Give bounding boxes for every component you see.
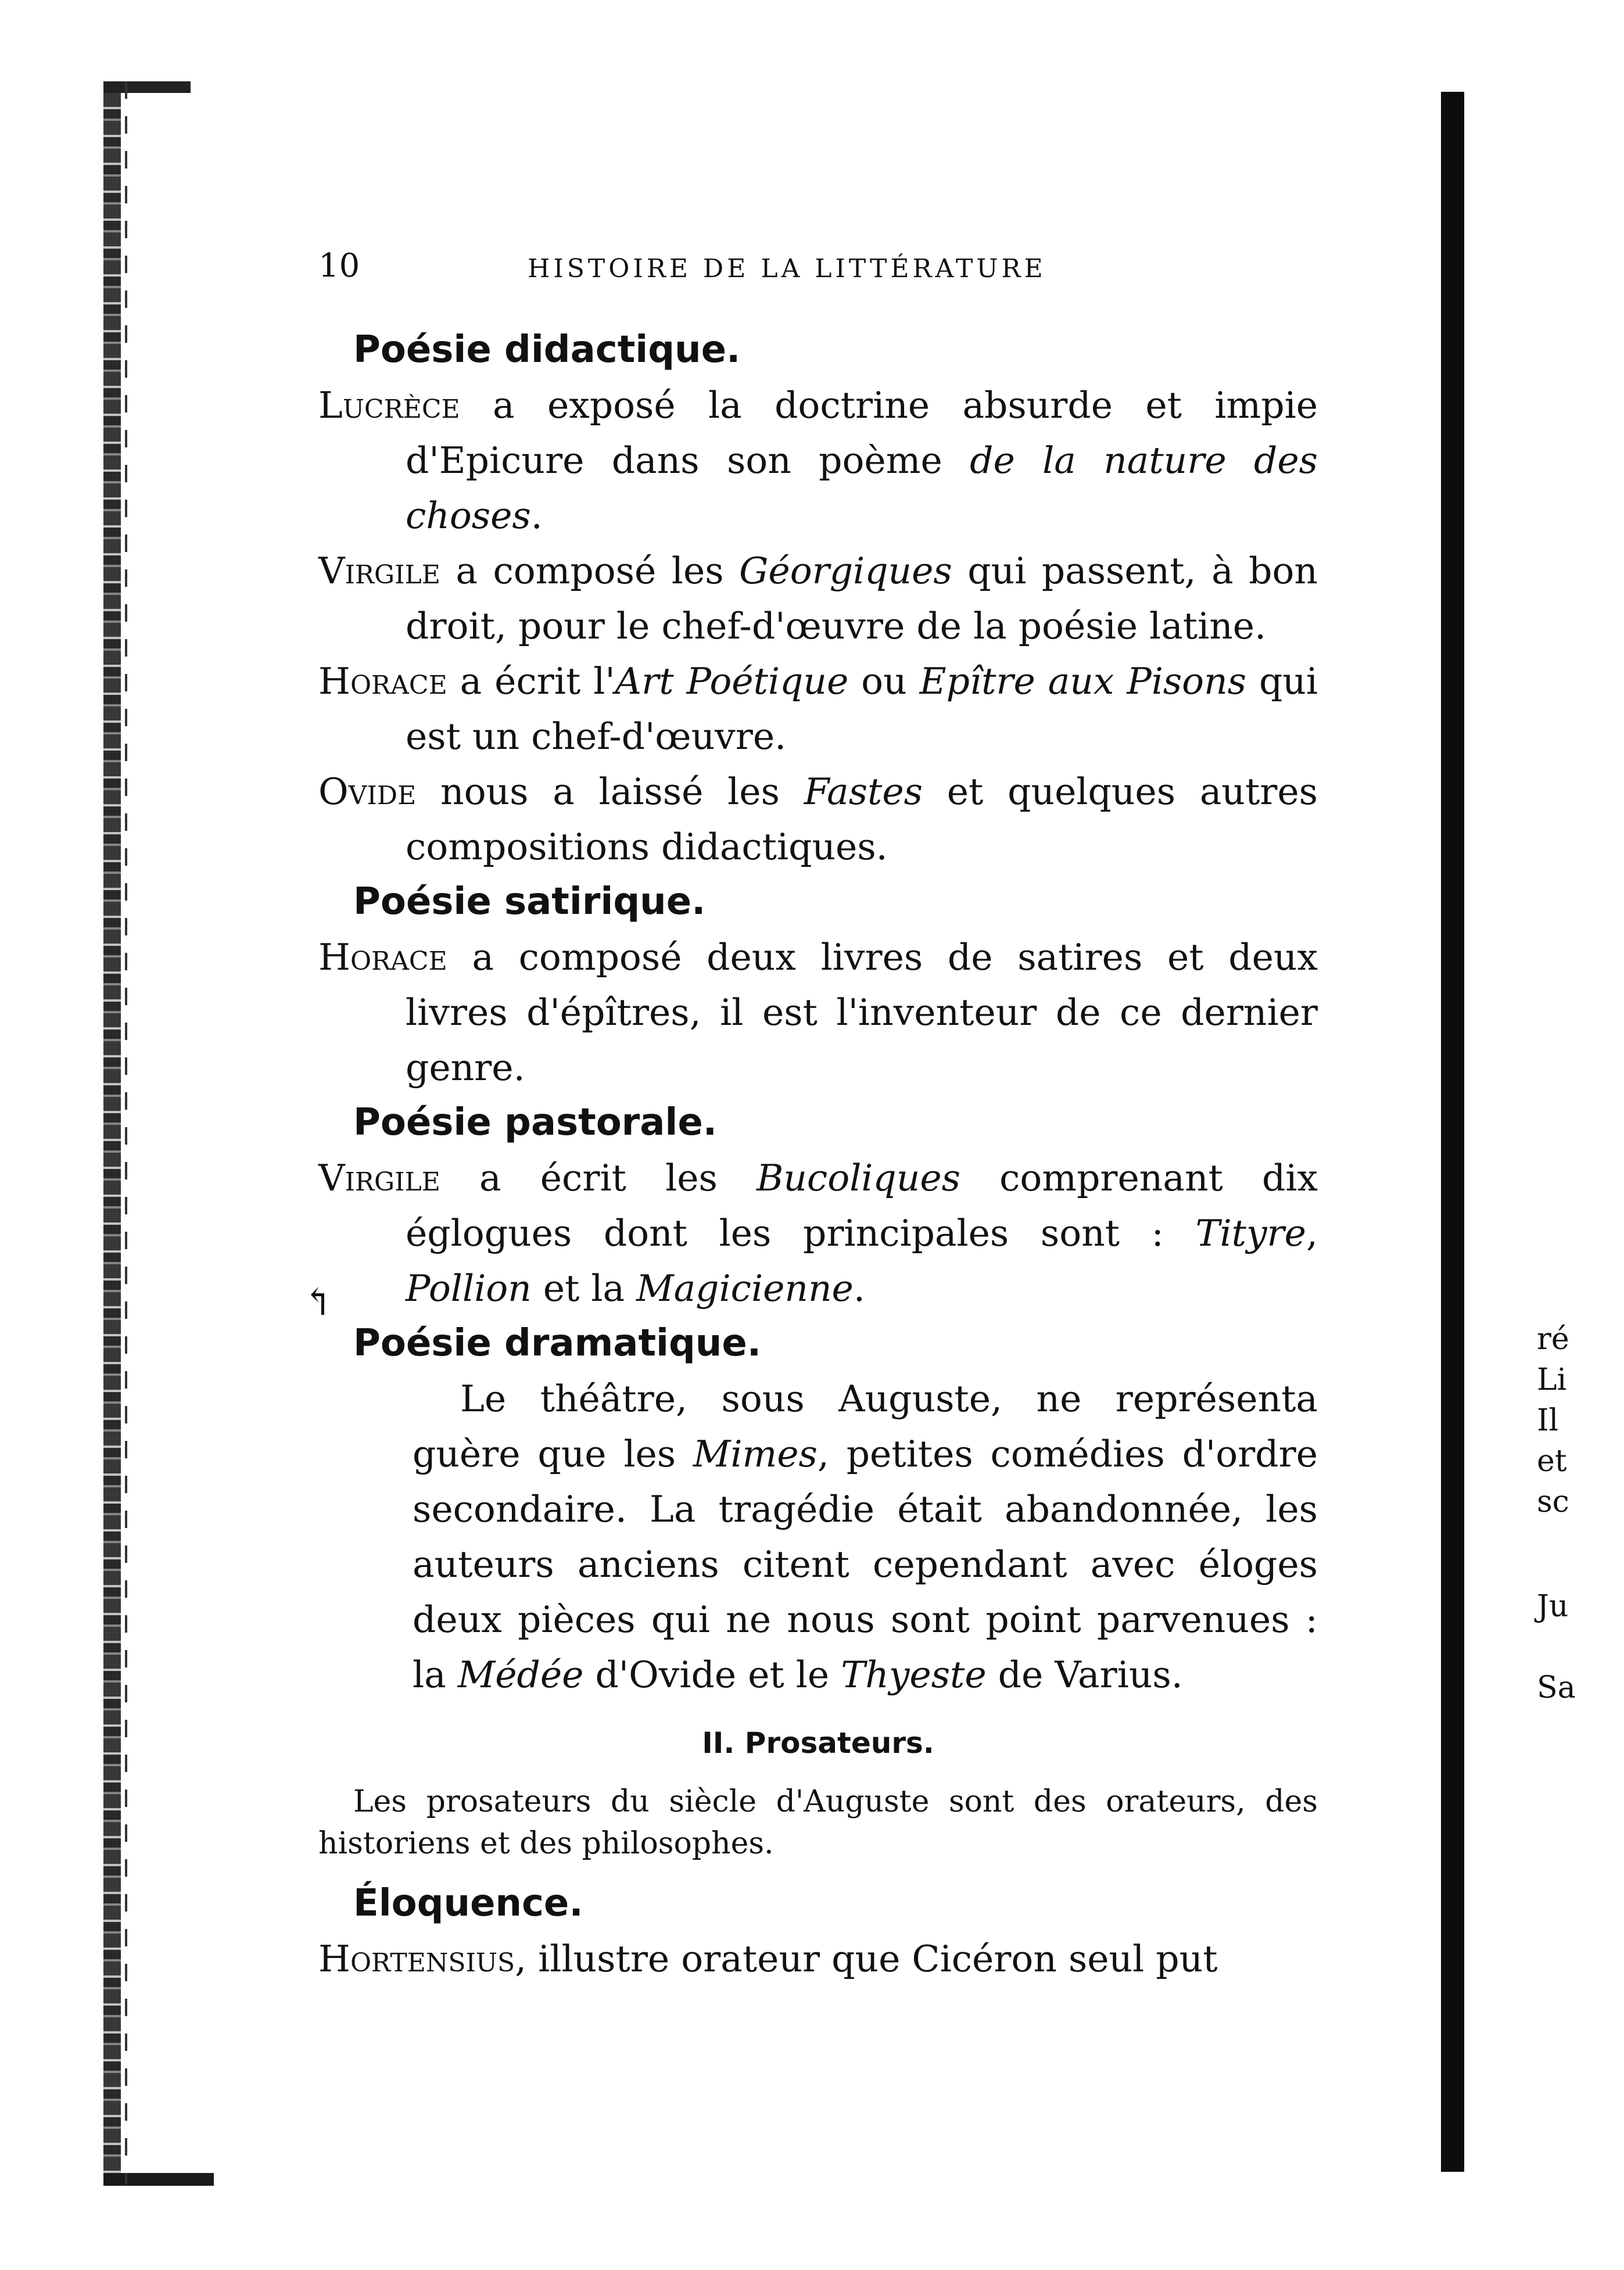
binding-edge-artifact-top (103, 81, 191, 93)
text: . (853, 1267, 865, 1310)
paragraph-horace-satires (318, 930, 1318, 1095)
heading-didactique: Poésie didactique. (353, 328, 741, 371)
facing-page-fragment: et (1537, 1444, 1567, 1479)
work-title: Bucoliques (757, 1157, 960, 1199)
heading-dramatique: Poésie dramatique. (353, 1322, 762, 1365)
text: nous a laissé les (416, 770, 804, 813)
facing-page-fragment: ré (1537, 1322, 1569, 1357)
text: a exposé la doctrine absurde et impie d'Epicure dans son poème (406, 384, 1318, 482)
facing-page-fragment: Ju (1537, 1589, 1569, 1624)
facing-page-fragment: Li (1537, 1362, 1567, 1397)
text: a écrit l' (447, 660, 615, 702)
work-title: Magicienne (636, 1267, 854, 1310)
page-number: 10 (318, 247, 360, 285)
text: comprenant dix églogues dont les principales sont : (406, 1157, 1318, 1254)
heading-pastorale: Poésie pastorale. (353, 1101, 718, 1144)
heading-satirique: Poésie satirique. (353, 880, 706, 923)
paragraph-theatre (318, 1371, 1318, 1702)
text: qui passent, à bon droit, pour le chef-d'œuvre de la poésie latine. (406, 550, 1318, 647)
work-title: Thyeste (841, 1654, 987, 1696)
work-title: Géorgiques (739, 550, 952, 592)
page-body (318, 322, 1318, 1986)
running-header (318, 247, 1434, 288)
author-name: Horace (318, 660, 447, 702)
text: , petites comédies d'ordre secondaire. La tragédie était abandonnée, les auteurs anciens citent cependant avec éloges deux pièces qui ne nous sont point parvenues : la (413, 1433, 1318, 1696)
facing-page-fragment: sc (1537, 1484, 1569, 1519)
text: a écrit les (440, 1157, 757, 1199)
work-title: Fastes (804, 770, 923, 813)
paragraph-hortensius (318, 1931, 1318, 1986)
binding-edge-artifact (103, 81, 121, 2185)
text: a composé les (440, 550, 740, 592)
text: et la (531, 1267, 637, 1310)
work-title: Art Poétique (615, 660, 849, 702)
facing-page-fragment: Il (1537, 1403, 1559, 1438)
page-gutter-shadow (1441, 92, 1464, 2172)
text: a composé deux livres de satires et deux livres d'épîtres, il est l'inventeur de ce dernier genre. (406, 936, 1318, 1089)
author-name: Ovide (318, 770, 417, 813)
text: qui est un chef-d'œuvre. (406, 660, 1318, 758)
section-title-prosateurs: II. Prosateurs. (702, 1726, 934, 1760)
margin-mark: ↰ (302, 1281, 334, 1324)
text: de Varius. (986, 1654, 1183, 1696)
work-title: Médée (457, 1654, 584, 1696)
text: , (1306, 1212, 1318, 1254)
text: Le théâtre, sous Auguste, ne représenta guère que les (413, 1378, 1318, 1475)
binding-edge-texture (125, 81, 127, 2185)
facing-page-fragment: Sa (1537, 1670, 1576, 1705)
author-name: Hortensius (318, 1938, 515, 1980)
work-title: Pollion (406, 1267, 532, 1310)
text: d'Ovide et le (583, 1654, 841, 1696)
paragraph-virgile-georgiques (318, 543, 1318, 654)
text: , illustre orateur que Cicéron seul put (515, 1938, 1218, 1980)
paragraph-horace-art-poetique (318, 654, 1318, 764)
author-name: Lucrèce (318, 384, 460, 426)
paragraph-lucrece (318, 378, 1318, 543)
section-summary: Les prosateurs du siècle d'Auguste sont des orateurs, des historiens et des philosophes. (318, 1784, 1318, 1861)
text: ou (848, 660, 920, 702)
paragraph-ovide (318, 764, 1318, 874)
text: et quelques autres compositions didactiques. (406, 770, 1318, 868)
author-name: Virgile (318, 1157, 440, 1199)
binding-edge-artifact-bottom (103, 2173, 214, 2186)
work-title: Epître aux Pisons (919, 660, 1247, 702)
paragraph-virgile-bucoliques (318, 1150, 1318, 1316)
facing-page-fragments (1537, 1319, 1624, 1708)
author-name: Virgile (318, 550, 440, 592)
text: . (530, 494, 543, 537)
work-title: de la nature des choses (406, 439, 1318, 537)
work-title: Mimes (693, 1433, 818, 1475)
heading-eloquence: Éloquence. (353, 1882, 583, 1925)
author-name: Horace (318, 936, 447, 978)
running-title: HISTOIRE DE LA LITTÉRATURE (528, 254, 1046, 284)
work-title: Tityre (1195, 1212, 1306, 1254)
